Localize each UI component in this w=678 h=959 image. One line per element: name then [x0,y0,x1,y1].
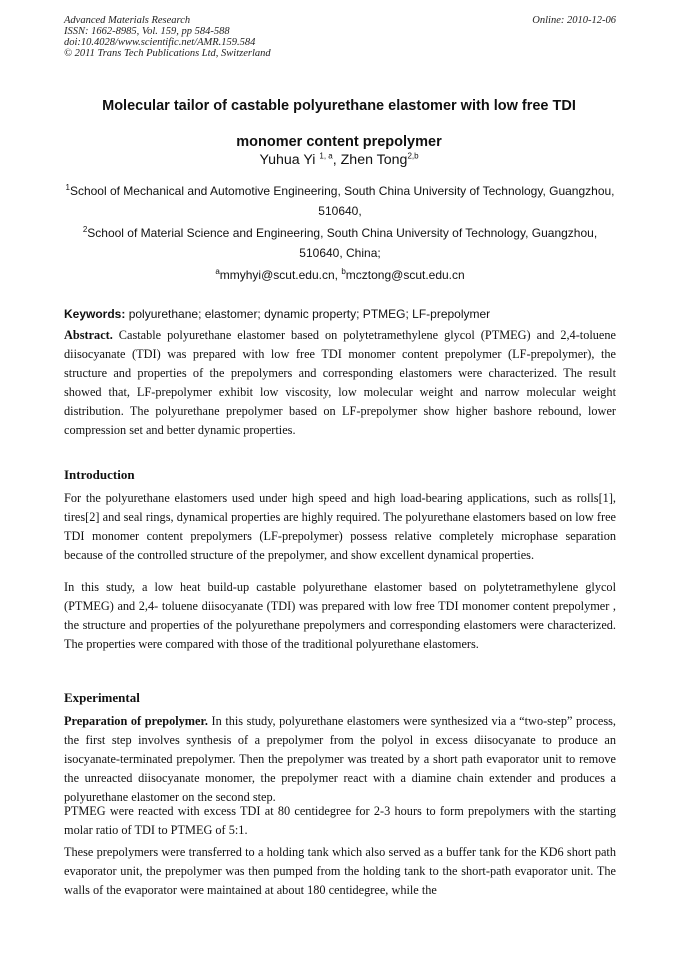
email-b-mark: b [341,267,346,276]
abstract [64,326,616,440]
author-2-name: Zhen Tong [340,152,408,168]
email-a-mark: a [215,267,220,276]
journal-copyright: © 2011 Trans Tech Publications Ltd, Switzerland [64,48,271,59]
experimental-paragraph-2 [64,802,616,840]
author-1-affiliation-mark: 1, a [319,151,333,161]
email-b: mcztong@scut.edu.cn [345,268,465,282]
journal-name: Advanced Materials Research [64,15,191,26]
experimental-paragraph-1 [64,712,616,807]
author-separator: , [332,152,341,168]
experimental-text-1 [64,712,616,807]
experimental-heading: Experimental [64,690,140,705]
introduction-paragraph-2 [64,578,616,654]
affiliation-1 [64,181,616,221]
title-line-1: Molecular tailor of castable polyurethane elastomer with low free TDI [102,98,576,114]
author-1-name: Yuhua Yi [259,152,316,168]
affiliation-2-mark: 2 [82,225,88,234]
introduction-text-1: For the polyurethane elastomers used under high speed and high load-bearing applications, such as rolls[1], tires[2] and seal rings, dynamical properties are highly required. The polyurethane elastomers based on low free TDI monomer content prepolymers (LF-prepolymer) possess relative completely microphase separation because of the controlled structure of the prepolymer, and show excellent dynamical properties. [64,491,616,562]
keywords-text: polyurethane; elastomer; dynamic property; PTMEG; LF-prepolymer [125,307,491,321]
abstract-label: Abstract. [64,328,113,342]
affiliation-1-text: School of Mechanical and Automotive Engineering, South China University of Technology, Guangzhou, 510640, [69,184,615,218]
experimental-text-3: These prepolymers were transferred to a holding tank which also served as a buffer tank for the KD6 short path evaporator unit, the prepolymer was then pumped from the holding tank to the short-path evaporator unit. The walls of the evaporator were maintained at about 180 centidegree, while the [64,845,616,897]
email-a: mmyhyi@scut.edu.cn [219,268,335,282]
journal-issn: ISSN: 1662-8985, Vol. 159, pp 584-588 [64,26,230,37]
experimental-paragraph-3 [64,843,616,900]
affiliation-2 [64,223,616,263]
online-date: Online: 2010-12-06 [532,15,616,26]
introduction-heading: Introduction [64,467,135,482]
introduction-paragraph-1 [64,489,616,565]
keywords [64,306,616,322]
journal-header [64,15,616,59]
title-line-2: monomer content prepolymer [236,134,442,150]
abstract-text: Castable polyurethane elastomer based on polytetramethylene glycol (PTMEG) and 2,4-toluene diisocyanate (TDI) was prepared with low free TDI monomer content prepolymer (LF-prepolymer), the structure and properties of the prepolymers and corresponding elastomers were characterized. The result showed that, LF-prepolymer exhibit low viscosity, low molecular weight and narrow molecular weight distribution. The polyurethane prepolymer based on LF-prepolymer show higher bashore rebound, lower compression set and better dynamic properties. [64,328,616,437]
author-2-affiliation-mark: 2,b [407,151,419,161]
author-emails [64,265,616,285]
introduction-text-2: In this study, a low heat build-up castable polyurethane elastomer based on polytetramethylene glycol (PTMEG) and 2,4- toluene diisocyanate (TDI) was prepared with low free TDI monomer content prepolymer , the structure and properties of the polyurethane prepolymers and corresponding elastomers were characterized. The properties were compared with those of the traditional polyurethane elastomers. [64,580,616,651]
experimental-text-2: PTMEG were reacted with excess TDI at 80 centidegree for 2-3 hours to form prepolymers with the starting molar ratio of TDI to PTMEG of 5:1. [64,804,616,837]
prepolymer-subheading: Preparation of prepolymer. [64,714,208,728]
journal-doi: doi:10.4028/www.scientific.net/AMR.159.584 [64,37,256,48]
affiliation-1-mark: 1 [65,183,70,192]
abstract-paragraph [64,326,616,440]
author-list [54,150,624,170]
email-separator: , [334,268,342,282]
keywords-label: Keywords: [64,307,126,321]
affiliation-2-text: School of Material Science and Engineering, South China University of Technology, Guangzhou, 510640, China; [87,226,598,260]
experimental-text-1-body: In this study, polyurethane elastomers were synthesized via a “two-step” process, the first step involves synthesis of a prepolymer from the polyol in excess diisocyanate to produce an isocyanate-terminated prepolymer. Then the prepolymer was treated by a short path evaporator unit to remove the unreacted diisocyanate monomer, the prepolymer react with a diamine chain extender and produces a polyurethane elastomer on the second step. [64,714,616,804]
